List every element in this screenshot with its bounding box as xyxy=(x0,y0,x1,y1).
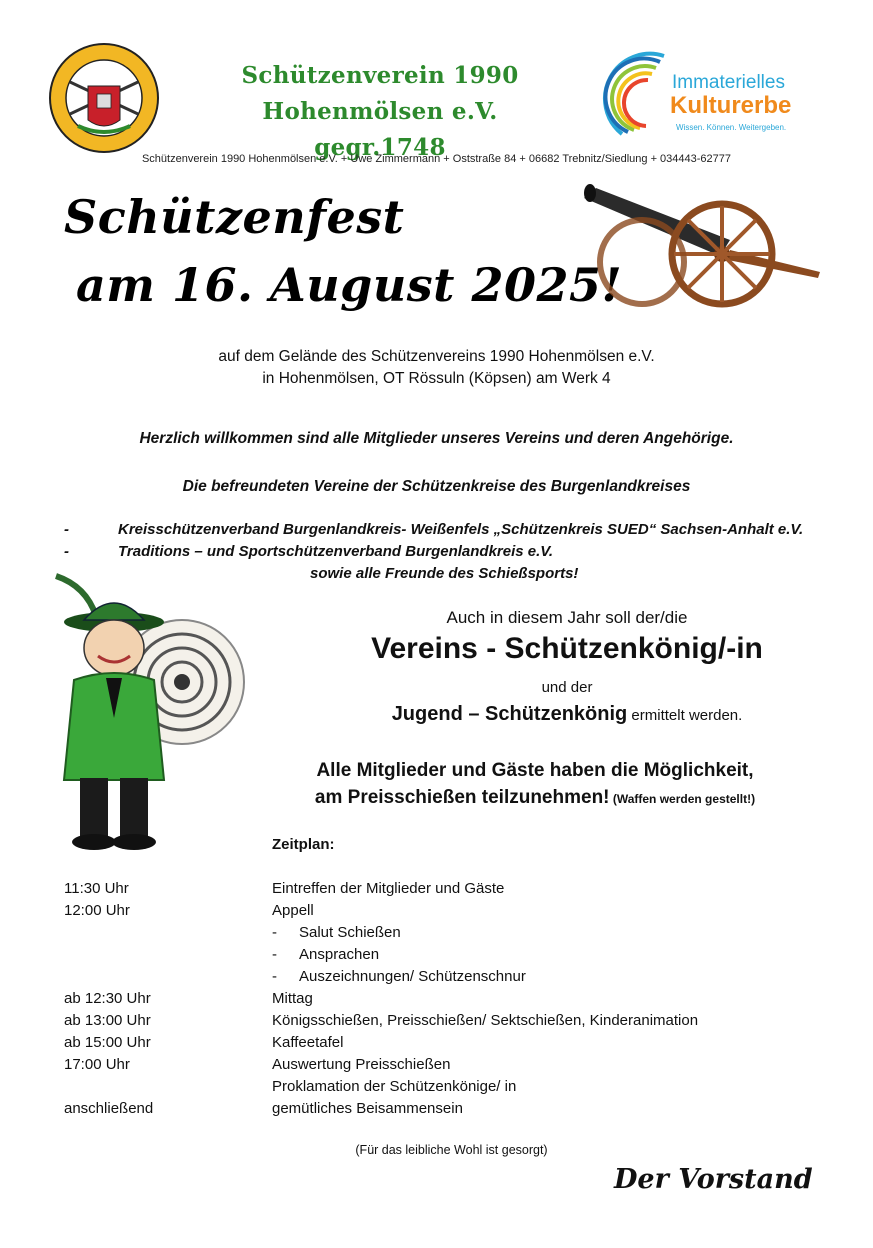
ermittelt-text: ermittelt werden. xyxy=(627,707,743,724)
schedule-time: ab 12:30 Uhr xyxy=(64,990,151,1007)
kings-intro: Auch in diesem Jahr soll der/die xyxy=(446,608,688,627)
club-logo xyxy=(48,42,160,154)
catering-note: (Für das leibliche Wohl ist gesorgt) xyxy=(355,1143,548,1157)
schedule-activity: Auswertung Preisschießen xyxy=(272,1056,451,1073)
schedule-subitem: - Ansprachen xyxy=(272,946,380,963)
schedule-activity: Proklamation der Schützenkönige/ in xyxy=(272,1078,517,1095)
signature: Der Vorstand xyxy=(614,1164,813,1195)
schedule-activity: Eintreffen der Mitglieder und Gäste xyxy=(272,880,505,897)
schedule-heading: Zeitplan: xyxy=(272,836,335,853)
schedule-subitem: - Auszeichnungen/ Schützenschnur xyxy=(272,968,526,985)
schedule-time: 17:00 Uhr xyxy=(64,1056,130,1073)
schedule-subitem: - Salut Schießen xyxy=(272,924,401,941)
association-item: Kreisschützenverband Burgenlandkreis- Weißenfels „Schützenkreis SUED“ Sachsen-Anhalt e.V. xyxy=(118,521,804,538)
kulturerbe-subtitle: Wissen. Können. Weitergeben. xyxy=(676,123,787,132)
address-line: Schützenverein 1990 Hohenmölsen e.V. + Uwe Zimmermann + Oststraße 84 + 06682 Trebnitz/Siedlung + 034443-62777 xyxy=(141,153,732,165)
schedule-activity: Königsschießen, Preisschießen/ Sektschießen, Kinderanimation xyxy=(272,1012,699,1029)
welcome-text: Herzlich willkommen sind alle Mitglieder unseres Vereins und deren Angehörige. xyxy=(139,430,734,447)
schedule-subitem-label: Auszeichnungen/ Schützenschnur xyxy=(299,968,526,985)
cannon-illustration xyxy=(580,180,825,310)
jugend-koenig-line xyxy=(262,703,872,726)
kulturerbe-title2: Kulturerbe xyxy=(670,92,792,119)
all-members-line1: Alle Mitglieder und Gäste haben die Möglichkeit, xyxy=(316,760,754,781)
jugend-koenig-heading: Jugend – Schützenkönig xyxy=(391,703,628,725)
schedule-activity: Mittag xyxy=(272,990,313,1007)
club-founding: gegr.1748 xyxy=(314,134,446,161)
fans-text: sowie alle Freunde des Schießsports! xyxy=(310,565,579,582)
schedule-subitem-label: Salut Schießen xyxy=(299,924,401,941)
club-name xyxy=(170,58,590,166)
kulturerbe-title1: Immaterielles xyxy=(672,72,785,93)
vereins-koenig-heading: Vereins - Schützenkönig/-in xyxy=(371,632,763,665)
assoc-dash: - xyxy=(64,543,69,560)
venue-line2: in Hohenmölsen, OT Rössuln (Köpsen) am Werk 4 xyxy=(262,370,611,387)
schedule-activity: gemütliches Beisammensein xyxy=(272,1100,463,1117)
all-members-notice xyxy=(230,757,840,813)
schedule-activity: Appell xyxy=(272,902,314,919)
schedule-time: 12:00 Uhr xyxy=(64,902,130,919)
schedule-time: ab 13:00 Uhr xyxy=(64,1012,151,1029)
venue-line1: auf dem Gelände des Schützenvereins 1990 Hohenmölsen e.V. xyxy=(218,348,655,365)
und-der-text: und der xyxy=(541,679,593,696)
schedule-time: ab 15:00 Uhr xyxy=(64,1034,151,1051)
schedule-activity: Kaffeetafel xyxy=(272,1034,344,1051)
association-item: Traditions – und Sportschützenverband Burgenlandkreis e.V. xyxy=(118,543,554,560)
club-name-line1: Schützenverein 1990 Hohenmölsen e.V. xyxy=(241,62,519,125)
title-line2: am 16. August 2025! xyxy=(76,258,623,312)
friends-text: Die befreundeten Vereine der Schützenkreise des Burgenlandkreises xyxy=(182,478,691,495)
assoc-dash: - xyxy=(64,521,69,538)
schedule-time: anschließend xyxy=(64,1100,154,1117)
schedule-time: 11:30 Uhr xyxy=(64,880,129,897)
marksman-mascot-illustration xyxy=(50,570,250,855)
all-members-line2: am Preisschießen teilzunehmen! xyxy=(314,787,610,808)
venue xyxy=(0,346,873,390)
title-line1: Schützenfest xyxy=(64,190,405,244)
schedule-subitem-label: Ansprachen xyxy=(299,946,380,963)
weapons-note: (Waffen werden gestellt!) xyxy=(609,792,756,806)
